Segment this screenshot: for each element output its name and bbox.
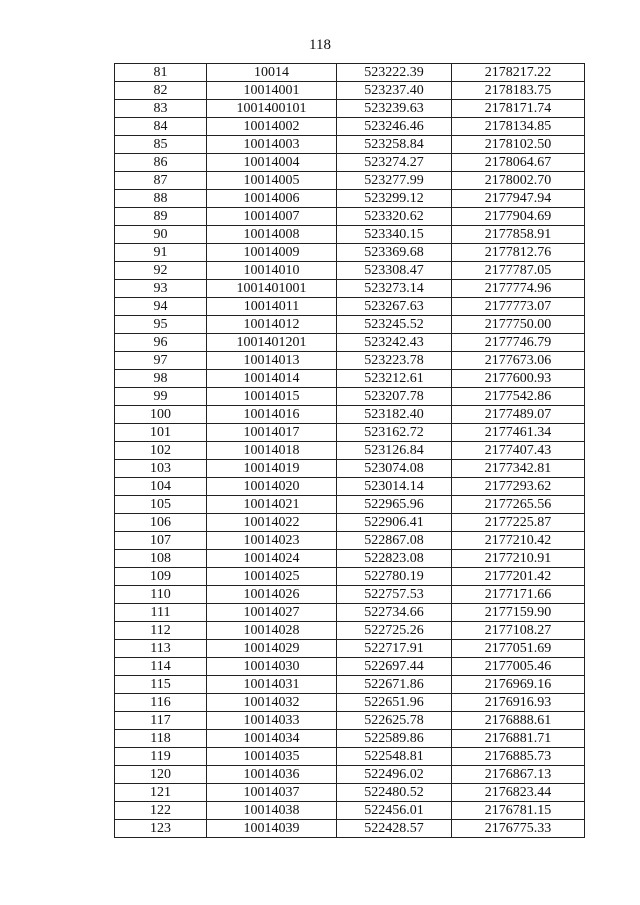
y-coordinate-cell: 2178002.70 xyxy=(452,172,585,190)
x-coordinate-cell: 523074.08 xyxy=(337,460,452,478)
point-id-cell: 10014001 xyxy=(207,82,337,100)
point-id-cell: 10014016 xyxy=(207,406,337,424)
x-coordinate-cell: 522651.96 xyxy=(337,694,452,712)
table-row xyxy=(115,676,585,694)
point-id-cell: 10014009 xyxy=(207,244,337,262)
table-row xyxy=(115,604,585,622)
table-row xyxy=(115,514,585,532)
x-coordinate-cell: 522456.01 xyxy=(337,802,452,820)
table-row xyxy=(115,658,585,676)
point-id-cell: 10014029 xyxy=(207,640,337,658)
point-id-cell: 10014035 xyxy=(207,748,337,766)
point-id-cell: 10014019 xyxy=(207,460,337,478)
x-coordinate-cell: 523126.84 xyxy=(337,442,452,460)
row-number-cell: 118 xyxy=(115,730,207,748)
y-coordinate-cell: 2177461.34 xyxy=(452,424,585,442)
x-coordinate-cell: 522725.26 xyxy=(337,622,452,640)
table-row xyxy=(115,64,585,82)
row-number-cell: 97 xyxy=(115,352,207,370)
coordinates-table-body xyxy=(115,64,585,838)
y-coordinate-cell: 2178171.74 xyxy=(452,100,585,118)
row-number-cell: 116 xyxy=(115,694,207,712)
y-coordinate-cell: 2178102.50 xyxy=(452,136,585,154)
y-coordinate-cell: 2177210.42 xyxy=(452,532,585,550)
table-row xyxy=(115,118,585,136)
point-id-cell: 10014003 xyxy=(207,136,337,154)
table-row xyxy=(115,586,585,604)
y-coordinate-cell: 2177210.91 xyxy=(452,550,585,568)
table-row xyxy=(115,748,585,766)
row-number-cell: 107 xyxy=(115,532,207,550)
point-id-cell: 10014007 xyxy=(207,208,337,226)
row-number-cell: 101 xyxy=(115,424,207,442)
x-coordinate-cell: 523246.46 xyxy=(337,118,452,136)
y-coordinate-cell: 2177225.87 xyxy=(452,514,585,532)
table-row xyxy=(115,262,585,280)
point-id-cell: 10014013 xyxy=(207,352,337,370)
y-coordinate-cell: 2177947.94 xyxy=(452,190,585,208)
y-coordinate-cell: 2177600.93 xyxy=(452,370,585,388)
row-number-cell: 88 xyxy=(115,190,207,208)
point-id-cell: 1001400101 xyxy=(207,100,337,118)
row-number-cell: 113 xyxy=(115,640,207,658)
point-id-cell: 10014037 xyxy=(207,784,337,802)
x-coordinate-cell: 522734.66 xyxy=(337,604,452,622)
x-coordinate-cell: 522548.81 xyxy=(337,748,452,766)
row-number-cell: 91 xyxy=(115,244,207,262)
row-number-cell: 83 xyxy=(115,100,207,118)
point-id-cell: 10014018 xyxy=(207,442,337,460)
point-id-cell: 10014002 xyxy=(207,118,337,136)
table-row xyxy=(115,298,585,316)
table-row xyxy=(115,820,585,838)
table-row xyxy=(115,532,585,550)
table-row xyxy=(115,442,585,460)
row-number-cell: 89 xyxy=(115,208,207,226)
table-row xyxy=(115,460,585,478)
row-number-cell: 96 xyxy=(115,334,207,352)
x-coordinate-cell: 523245.52 xyxy=(337,316,452,334)
y-coordinate-cell: 2178064.67 xyxy=(452,154,585,172)
table-row xyxy=(115,622,585,640)
y-coordinate-cell: 2178134.85 xyxy=(452,118,585,136)
x-coordinate-cell: 523369.68 xyxy=(337,244,452,262)
point-id-cell: 10014020 xyxy=(207,478,337,496)
point-id-cell: 10014014 xyxy=(207,370,337,388)
point-id-cell: 10014030 xyxy=(207,658,337,676)
point-id-cell: 10014028 xyxy=(207,622,337,640)
x-coordinate-cell: 523340.15 xyxy=(337,226,452,244)
x-coordinate-cell: 523212.61 xyxy=(337,370,452,388)
point-id-cell: 1001401001 xyxy=(207,280,337,298)
table-row xyxy=(115,352,585,370)
table-row xyxy=(115,82,585,100)
point-id-cell: 10014017 xyxy=(207,424,337,442)
table-row xyxy=(115,172,585,190)
table-row xyxy=(115,550,585,568)
row-number-cell: 108 xyxy=(115,550,207,568)
row-number-cell: 105 xyxy=(115,496,207,514)
table-row xyxy=(115,280,585,298)
point-id-cell: 1001401201 xyxy=(207,334,337,352)
point-id-cell: 10014010 xyxy=(207,262,337,280)
x-coordinate-cell: 522671.86 xyxy=(337,676,452,694)
table-row xyxy=(115,406,585,424)
point-id-cell: 10014006 xyxy=(207,190,337,208)
y-coordinate-cell: 2176885.73 xyxy=(452,748,585,766)
y-coordinate-cell: 2177108.27 xyxy=(452,622,585,640)
y-coordinate-cell: 2177542.86 xyxy=(452,388,585,406)
x-coordinate-cell: 522589.86 xyxy=(337,730,452,748)
point-id-cell: 10014032 xyxy=(207,694,337,712)
row-number-cell: 98 xyxy=(115,370,207,388)
table-row xyxy=(115,208,585,226)
coordinates-table xyxy=(114,63,585,838)
point-id-cell: 10014038 xyxy=(207,802,337,820)
table-row xyxy=(115,640,585,658)
table-row xyxy=(115,244,585,262)
table-row xyxy=(115,478,585,496)
x-coordinate-cell: 522697.44 xyxy=(337,658,452,676)
x-coordinate-cell: 522823.08 xyxy=(337,550,452,568)
point-id-cell: 10014012 xyxy=(207,316,337,334)
x-coordinate-cell: 523299.12 xyxy=(337,190,452,208)
x-coordinate-cell: 523222.39 xyxy=(337,64,452,82)
y-coordinate-cell: 2176867.13 xyxy=(452,766,585,784)
x-coordinate-cell: 522480.52 xyxy=(337,784,452,802)
row-number-cell: 92 xyxy=(115,262,207,280)
row-number-cell: 117 xyxy=(115,712,207,730)
y-coordinate-cell: 2177342.81 xyxy=(452,460,585,478)
table-row xyxy=(115,316,585,334)
table-row xyxy=(115,190,585,208)
point-id-cell: 10014021 xyxy=(207,496,337,514)
table-row xyxy=(115,334,585,352)
point-id-cell: 10014004 xyxy=(207,154,337,172)
table-row xyxy=(115,370,585,388)
table-row xyxy=(115,496,585,514)
row-number-cell: 112 xyxy=(115,622,207,640)
row-number-cell: 111 xyxy=(115,604,207,622)
y-coordinate-cell: 2176775.33 xyxy=(452,820,585,838)
point-id-cell: 10014033 xyxy=(207,712,337,730)
y-coordinate-cell: 2176969.16 xyxy=(452,676,585,694)
x-coordinate-cell: 522717.91 xyxy=(337,640,452,658)
y-coordinate-cell: 2177005.46 xyxy=(452,658,585,676)
point-id-cell: 10014 xyxy=(207,64,337,82)
x-coordinate-cell: 523162.72 xyxy=(337,424,452,442)
row-number-cell: 93 xyxy=(115,280,207,298)
x-coordinate-cell: 523320.62 xyxy=(337,208,452,226)
row-number-cell: 85 xyxy=(115,136,207,154)
table-row xyxy=(115,424,585,442)
x-coordinate-cell: 523242.43 xyxy=(337,334,452,352)
point-id-cell: 10014015 xyxy=(207,388,337,406)
y-coordinate-cell: 2177773.07 xyxy=(452,298,585,316)
y-coordinate-cell: 2177673.06 xyxy=(452,352,585,370)
x-coordinate-cell: 523308.47 xyxy=(337,262,452,280)
y-coordinate-cell: 2176823.44 xyxy=(452,784,585,802)
row-number-cell: 86 xyxy=(115,154,207,172)
table-row xyxy=(115,100,585,118)
x-coordinate-cell: 522757.53 xyxy=(337,586,452,604)
point-id-cell: 10014031 xyxy=(207,676,337,694)
point-id-cell: 10014027 xyxy=(207,604,337,622)
row-number-cell: 99 xyxy=(115,388,207,406)
row-number-cell: 87 xyxy=(115,172,207,190)
y-coordinate-cell: 2177750.00 xyxy=(452,316,585,334)
y-coordinate-cell: 2177407.43 xyxy=(452,442,585,460)
row-number-cell: 84 xyxy=(115,118,207,136)
x-coordinate-cell: 522906.41 xyxy=(337,514,452,532)
x-coordinate-cell: 523274.27 xyxy=(337,154,452,172)
y-coordinate-cell: 2176916.93 xyxy=(452,694,585,712)
row-number-cell: 120 xyxy=(115,766,207,784)
table-row xyxy=(115,784,585,802)
point-id-cell: 10014039 xyxy=(207,820,337,838)
x-coordinate-cell: 523239.63 xyxy=(337,100,452,118)
y-coordinate-cell: 2177746.79 xyxy=(452,334,585,352)
y-coordinate-cell: 2178217.22 xyxy=(452,64,585,82)
row-number-cell: 109 xyxy=(115,568,207,586)
y-coordinate-cell: 2177858.91 xyxy=(452,226,585,244)
y-coordinate-cell: 2177293.62 xyxy=(452,478,585,496)
row-number-cell: 82 xyxy=(115,82,207,100)
row-number-cell: 110 xyxy=(115,586,207,604)
page-number: 118 xyxy=(309,37,331,53)
x-coordinate-cell: 523207.78 xyxy=(337,388,452,406)
row-number-cell: 103 xyxy=(115,460,207,478)
row-number-cell: 95 xyxy=(115,316,207,334)
y-coordinate-cell: 2177774.96 xyxy=(452,280,585,298)
x-coordinate-cell: 522867.08 xyxy=(337,532,452,550)
point-id-cell: 10014036 xyxy=(207,766,337,784)
x-coordinate-cell: 523267.63 xyxy=(337,298,452,316)
point-id-cell: 10014005 xyxy=(207,172,337,190)
y-coordinate-cell: 2177489.07 xyxy=(452,406,585,424)
table-row xyxy=(115,388,585,406)
row-number-cell: 121 xyxy=(115,784,207,802)
row-number-cell: 119 xyxy=(115,748,207,766)
row-number-cell: 94 xyxy=(115,298,207,316)
y-coordinate-cell: 2177265.56 xyxy=(452,496,585,514)
table-row xyxy=(115,712,585,730)
x-coordinate-cell: 522780.19 xyxy=(337,568,452,586)
table-row xyxy=(115,766,585,784)
row-number-cell: 106 xyxy=(115,514,207,532)
x-coordinate-cell: 523223.78 xyxy=(337,352,452,370)
y-coordinate-cell: 2177171.66 xyxy=(452,586,585,604)
row-number-cell: 81 xyxy=(115,64,207,82)
x-coordinate-cell: 522496.02 xyxy=(337,766,452,784)
table-row xyxy=(115,730,585,748)
table-row xyxy=(115,802,585,820)
row-number-cell: 123 xyxy=(115,820,207,838)
y-coordinate-cell: 2178183.75 xyxy=(452,82,585,100)
row-number-cell: 115 xyxy=(115,676,207,694)
y-coordinate-cell: 2177787.05 xyxy=(452,262,585,280)
x-coordinate-cell: 523237.40 xyxy=(337,82,452,100)
y-coordinate-cell: 2177812.76 xyxy=(452,244,585,262)
point-id-cell: 10014022 xyxy=(207,514,337,532)
row-number-cell: 90 xyxy=(115,226,207,244)
y-coordinate-cell: 2177201.42 xyxy=(452,568,585,586)
x-coordinate-cell: 522625.78 xyxy=(337,712,452,730)
point-id-cell: 10014023 xyxy=(207,532,337,550)
x-coordinate-cell: 523277.99 xyxy=(337,172,452,190)
row-number-cell: 100 xyxy=(115,406,207,424)
point-id-cell: 10014011 xyxy=(207,298,337,316)
x-coordinate-cell: 523273.14 xyxy=(337,280,452,298)
y-coordinate-cell: 2176881.71 xyxy=(452,730,585,748)
y-coordinate-cell: 2177159.90 xyxy=(452,604,585,622)
x-coordinate-cell: 523258.84 xyxy=(337,136,452,154)
table-row xyxy=(115,154,585,172)
table-row xyxy=(115,226,585,244)
point-id-cell: 10014024 xyxy=(207,550,337,568)
y-coordinate-cell: 2177904.69 xyxy=(452,208,585,226)
row-number-cell: 122 xyxy=(115,802,207,820)
point-id-cell: 10014034 xyxy=(207,730,337,748)
table-row xyxy=(115,694,585,712)
x-coordinate-cell: 523014.14 xyxy=(337,478,452,496)
point-id-cell: 10014026 xyxy=(207,586,337,604)
row-number-cell: 114 xyxy=(115,658,207,676)
y-coordinate-cell: 2177051.69 xyxy=(452,640,585,658)
x-coordinate-cell: 522965.96 xyxy=(337,496,452,514)
row-number-cell: 104 xyxy=(115,478,207,496)
table-row xyxy=(115,568,585,586)
point-id-cell: 10014008 xyxy=(207,226,337,244)
x-coordinate-cell: 523182.40 xyxy=(337,406,452,424)
point-id-cell: 10014025 xyxy=(207,568,337,586)
x-coordinate-cell: 522428.57 xyxy=(337,820,452,838)
row-number-cell: 102 xyxy=(115,442,207,460)
table-row xyxy=(115,136,585,154)
y-coordinate-cell: 2176781.15 xyxy=(452,802,585,820)
y-coordinate-cell: 2176888.61 xyxy=(452,712,585,730)
